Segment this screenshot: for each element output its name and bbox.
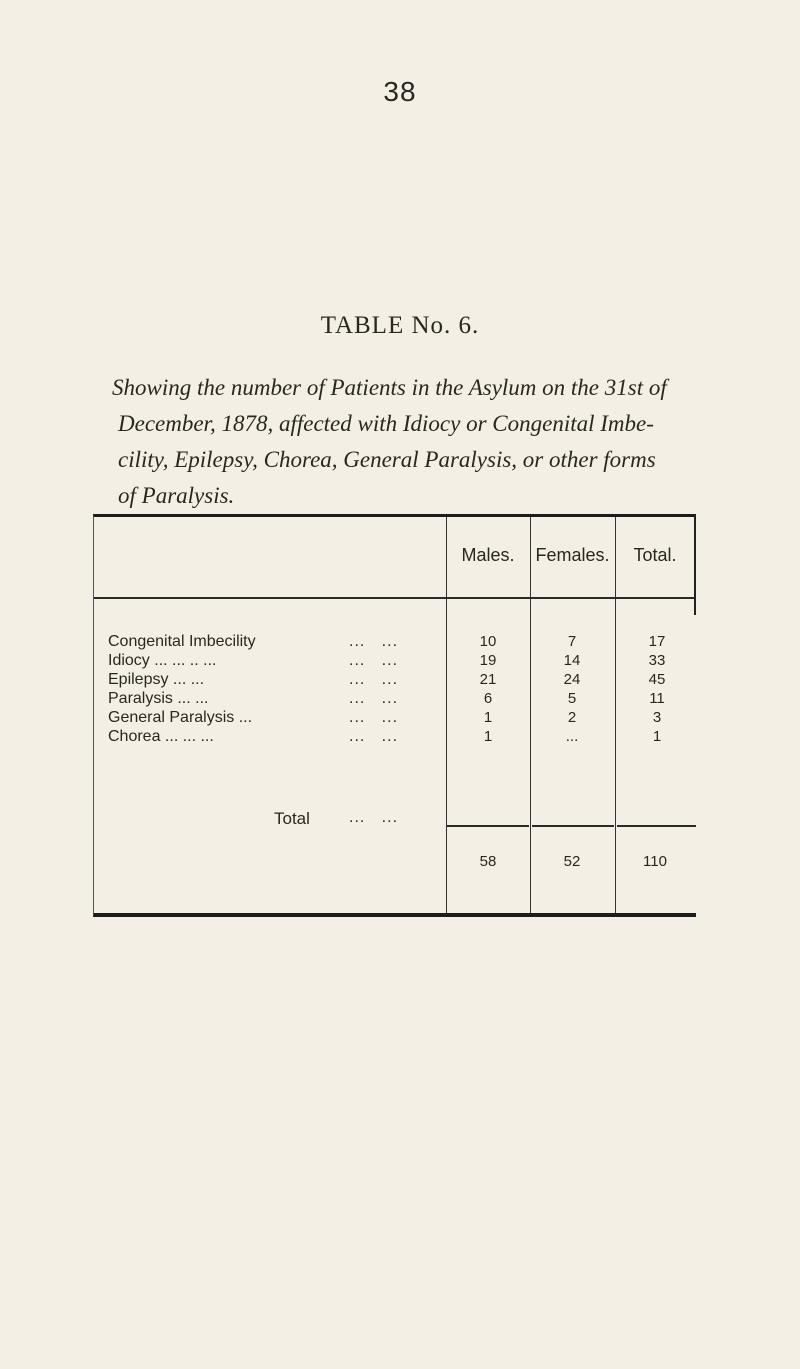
cell-total: 1 xyxy=(652,728,662,745)
row-label: General Paralysis ... xyxy=(108,709,253,726)
cell-total: 33 xyxy=(648,652,666,669)
caption-line-4: of Paralysis. xyxy=(118,483,235,508)
column-header-males: Males. xyxy=(461,545,515,565)
total-rule xyxy=(617,825,696,827)
total-females: 52 xyxy=(563,853,581,870)
page-number: 38 xyxy=(383,76,417,107)
total-leader: ... ... xyxy=(349,809,399,826)
cell-females: 5 xyxy=(567,690,577,707)
column-header-females: Females. xyxy=(535,545,610,565)
cell-females: 2 xyxy=(567,709,577,726)
cell-females: 24 xyxy=(563,671,581,688)
row-label: Idiocy ... ... .. ... xyxy=(108,652,217,669)
row-label: Epilepsy ... ... xyxy=(108,671,205,688)
cell-males: 1 xyxy=(483,709,493,726)
total-rule xyxy=(532,825,614,827)
table-row xyxy=(94,671,694,689)
total-total: 110 xyxy=(643,853,667,870)
cell-males: 10 xyxy=(479,633,497,650)
row-leader: ... ... xyxy=(349,652,399,669)
cell-total: 17 xyxy=(648,633,666,650)
cell-males: 1 xyxy=(483,728,493,745)
total-rule xyxy=(447,825,529,827)
table-row xyxy=(94,633,694,651)
table-row xyxy=(94,728,694,746)
table-title: TABLE No. 6. xyxy=(320,312,480,339)
cell-females: ... xyxy=(565,728,579,745)
caption-line-1: Showing the number of Patients in the Asylum on the 31st of xyxy=(112,375,667,400)
row-label: Congenital Imbecility xyxy=(108,633,256,650)
row-leader: ... ... xyxy=(349,728,399,745)
cell-total: 3 xyxy=(652,709,662,726)
caption-line-3: cility, Epilepsy, Chorea, General Paralysis, or other forms xyxy=(118,447,656,472)
cell-total: 11 xyxy=(649,690,665,707)
column-header-total: Total. xyxy=(633,545,677,565)
total-males: 58 xyxy=(479,853,497,870)
table-row xyxy=(94,709,694,727)
caption-line-2: December, 1878, affected with Idiocy or Congenital Imbe- xyxy=(118,411,654,436)
cell-females: 7 xyxy=(567,633,577,650)
cell-males: 19 xyxy=(479,652,497,669)
cell-males: 21 xyxy=(479,671,497,688)
table-row xyxy=(94,652,694,670)
table-row xyxy=(94,690,694,708)
row-label: Paralysis ... ... xyxy=(108,690,209,707)
row-label: Chorea ... ... ... xyxy=(108,728,214,745)
cell-females: 14 xyxy=(563,652,581,669)
row-leader: ... ... xyxy=(349,709,399,726)
patients-table xyxy=(93,514,696,917)
header-rule xyxy=(94,597,694,599)
total-label: Total xyxy=(274,809,310,828)
table-caption xyxy=(112,370,718,514)
cell-males: 6 xyxy=(483,690,493,707)
row-leader: ... ... xyxy=(349,633,399,650)
row-leader: ... ... xyxy=(349,671,399,688)
row-leader: ... ... xyxy=(349,690,399,707)
cell-total: 45 xyxy=(648,671,666,688)
